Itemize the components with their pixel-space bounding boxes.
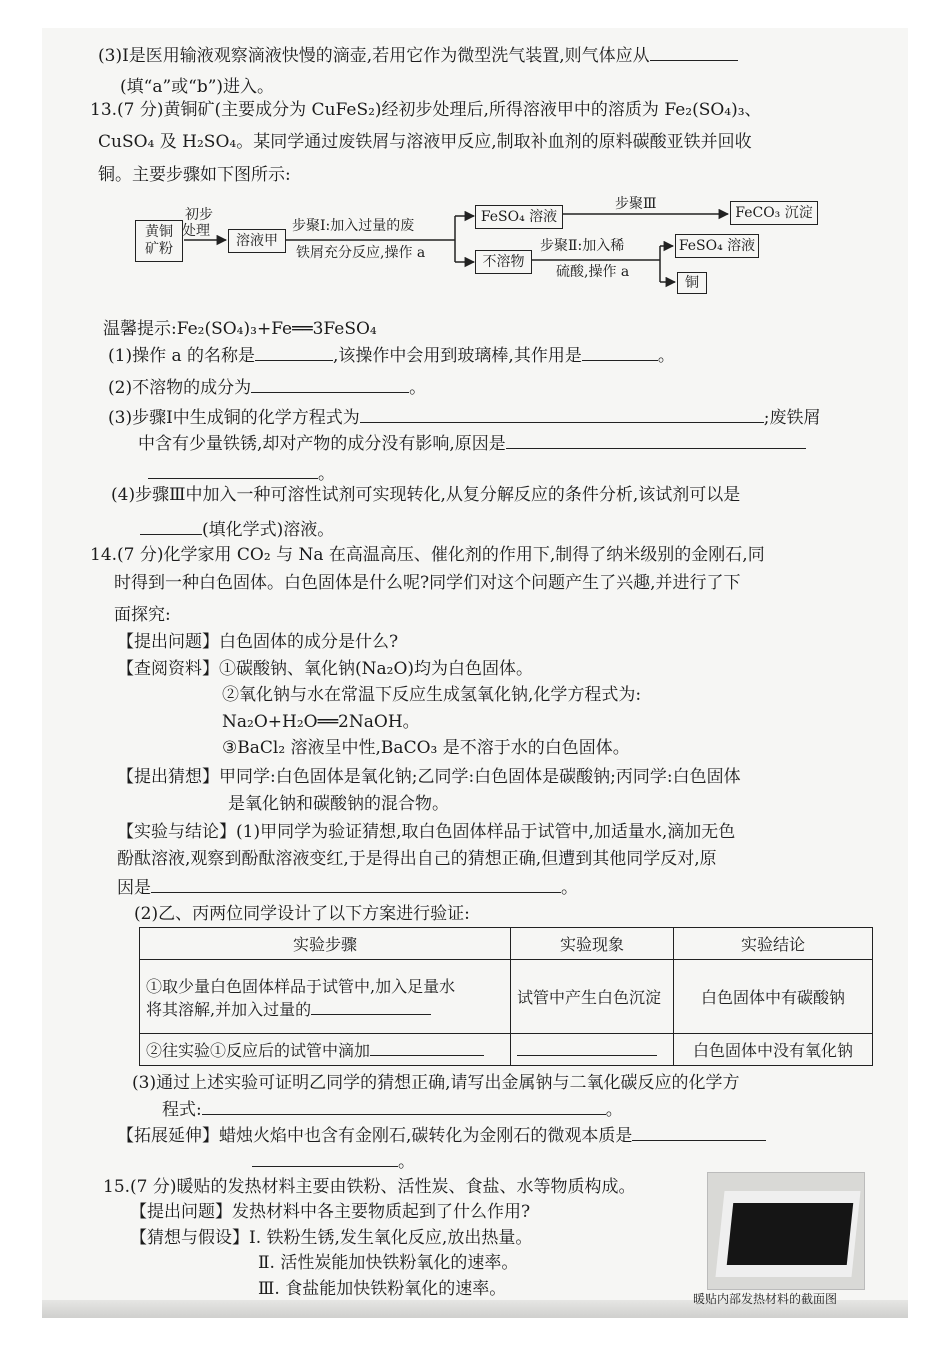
step2-bottom-label: 硫酸,操作 a xyxy=(556,264,630,280)
q15-line1: 15.(7 分)暖贴的发热材料主要由铁粉、活性炭、食盐、水等物质构成。 xyxy=(103,1177,636,1197)
feco3-box: FeCO₃ 沉淀 xyxy=(730,201,818,225)
experiment-table xyxy=(139,927,873,1066)
feso4-box-1: FeSO₄ 溶液 xyxy=(475,205,563,229)
row1-conclusion: 白色固体中有碳酸钠 xyxy=(674,960,873,1034)
copper-box: 铜 xyxy=(677,272,707,294)
q14-exp3: 因是 。 xyxy=(117,878,578,898)
answer-blank[interactable] xyxy=(506,432,806,449)
q13-hint: 温馨提示:Fe₂(SO₄)₃+Fe══3FeSO₄ xyxy=(103,319,377,339)
q14-exp4: (2)乙、丙两位同学设计了以下方案进行验证: xyxy=(134,904,470,924)
solution-box: 溶液甲 xyxy=(228,229,286,253)
q13-q3-cont: 中含有少量铁锈,却对产物的成分没有影响,原因是 xyxy=(138,432,806,455)
q13-line2: CuSO₄ 及 H₂SO₄。某同学通过废铁屑与溶液甲反应,制取补血剂的原料碳酸亚铁并回收 xyxy=(98,132,752,152)
header-step: 实验步骤 xyxy=(140,928,511,960)
answer-blank[interactable] xyxy=(311,998,431,1015)
table-row xyxy=(140,960,873,1034)
ore-box: 黄铜矿粉 xyxy=(135,220,183,262)
q12-line1: (3)Ⅰ是医用输液观察滴液快慢的滴壶,若用它作为微型洗气装置,则气体应从 xyxy=(98,44,738,67)
q13-q4-cont: (填化学式)溶液。 xyxy=(140,518,334,541)
q14-extension: 【拓展延伸】蜡烛火焰中也含有金刚石,碳转化为金刚石的微观本质是 xyxy=(117,1124,766,1147)
q14-info2: ②氧化钠与水在常温下反应生成氢氧化钠,化学方程式为: xyxy=(222,685,642,705)
q14-line2: 时得到一种白色固体。白色固体是什么呢?同学们对这个问题产生了兴趣,并进行了下 xyxy=(114,573,741,593)
step1-top-label: 步聚Ⅰ:加入过量的废 xyxy=(292,218,415,234)
q12-line2: (填“a”或“b”)进入。 xyxy=(120,77,275,97)
heat-pack-photo xyxy=(707,1172,865,1290)
row2-step: ②往实验①反应后的试管中滴加 xyxy=(140,1034,511,1066)
answer-blank[interactable] xyxy=(148,462,318,479)
pre-bottom-label: 处理 xyxy=(182,223,210,239)
q14-exp1: 【实验与结论】(1)甲同学为验证猜想,取白色固体样品于试管中,加适量水,滴加无色 xyxy=(117,822,736,842)
q14-question: 【提出问题】白色固体的成分是什么? xyxy=(117,632,399,652)
q14-info1: 【查阅资料】①碳酸钠、氧化钠(Na₂O)均为白色固体。 xyxy=(117,659,534,679)
table-header-row xyxy=(140,928,873,960)
insoluble-box: 不溶物 xyxy=(475,250,532,274)
q14-exp2: 酚酞溶液,观察到酚酞溶液变红,于是得出自己的猜想正确,但遭到其他同学反对,原 xyxy=(117,849,717,869)
answer-blank[interactable] xyxy=(632,1124,766,1141)
q14-line3: 面探究: xyxy=(114,605,171,625)
answer-blank[interactable] xyxy=(252,1150,398,1167)
step2-top-label: 步聚Ⅱ:加入稀 xyxy=(540,238,625,254)
q14-q3-cont: 程式: 。 xyxy=(162,1100,623,1120)
q14-q3: (3)通过上述实验可证明乙同学的猜想正确,请写出金属钠与二氧化碳反应的化学方 xyxy=(132,1073,740,1093)
answer-blank[interactable] xyxy=(251,376,409,393)
q15-guess2: Ⅱ. 活性炭能加快铁粉氧化的速率。 xyxy=(258,1253,519,1273)
q13-q4: (4)步骤Ⅲ中加入一种可溶性试剂可实现转化,从复分解反应的条件分析,该试剂可以是 xyxy=(111,485,741,505)
q14-info3: Na₂O+H₂O══2NaOH。 xyxy=(222,712,420,732)
q14-guess2: 是氧化钠和碳酸钠的混合物。 xyxy=(228,794,449,814)
answer-blank[interactable] xyxy=(360,406,764,423)
q13-q1: (1)操作 a 的名称是 ,该操作中会用到玻璃棒,其作用是 。 xyxy=(108,346,675,366)
answer-blank[interactable] xyxy=(255,344,333,361)
table-row xyxy=(140,1034,873,1066)
q13-line1: 13.(7 分)黄铜矿(主要成分为 CuFeS₂)经初步处理后,所得溶液甲中的溶质为 Fe₂(SO₄)₃、 xyxy=(90,100,762,120)
q14-info4: ③BaCl₂ 溶液呈中性,BaCO₃ 是不溶于水的白色固体。 xyxy=(222,738,630,758)
answer-blank[interactable] xyxy=(370,1039,484,1056)
q14-guess1: 【提出猜想】甲同学:白色固体是氧化钠;乙同学:白色固体是碳酸钠;丙同学:白色固体 xyxy=(117,767,741,787)
step3-label: 步聚Ⅲ xyxy=(615,196,657,212)
q15-guess1: 【猜想与假设】Ⅰ. 铁粉生锈,发生氧化反应,放出热量。 xyxy=(130,1228,533,1248)
answer-blank[interactable] xyxy=(582,344,658,361)
photo-caption: 暖贴内部发热材料的截面图 xyxy=(693,1292,838,1306)
q13-q3: (3)步骤Ⅰ中生成铜的化学方程式为 ;废铁屑 xyxy=(108,408,821,428)
step1-bottom-label: 铁屑充分反应,操作 a xyxy=(296,245,426,261)
row2-phenomenon xyxy=(511,1034,674,1066)
q13-q2: (2)不溶物的成分为 。 xyxy=(108,378,427,398)
row2-conclusion: 白色固体中没有氧化钠 xyxy=(674,1034,873,1066)
feso4-box-2: FeSO₄ 溶液 xyxy=(675,234,759,258)
row1-step: ①取少量白色固体样品于试管中,加入足量水 将其溶解,并加入过量的 xyxy=(140,960,511,1034)
header-conclusion: 实验结论 xyxy=(674,928,873,960)
q13-line3: 铜。主要步骤如下图所示: xyxy=(98,165,291,185)
answer-blank[interactable] xyxy=(202,1098,606,1115)
q14-line1: 14.(7 分)化学家用 CO₂ 与 Na 在高温高压、催化剂的作用下,制得了纳米级别的金刚石,同 xyxy=(90,545,765,565)
q14-extension-end: 。 xyxy=(252,1150,415,1173)
row1-phenomenon: 试管中产生白色沉淀 xyxy=(511,960,674,1034)
heating-material xyxy=(727,1203,854,1265)
header-phenomenon: 实验现象 xyxy=(511,928,674,960)
q15-question: 【提出问题】发热材料中各主要物质起到了什么作用? xyxy=(130,1202,531,1222)
answer-blank[interactable] xyxy=(517,1039,657,1056)
pre-top-label: 初步 xyxy=(185,207,213,223)
answer-blank[interactable] xyxy=(140,518,202,535)
q13-q3-end: 。 xyxy=(148,462,335,485)
q15-guess3: Ⅲ. 食盐能加快铁粉氧化的速率。 xyxy=(258,1279,507,1299)
answer-blank[interactable] xyxy=(151,876,561,893)
